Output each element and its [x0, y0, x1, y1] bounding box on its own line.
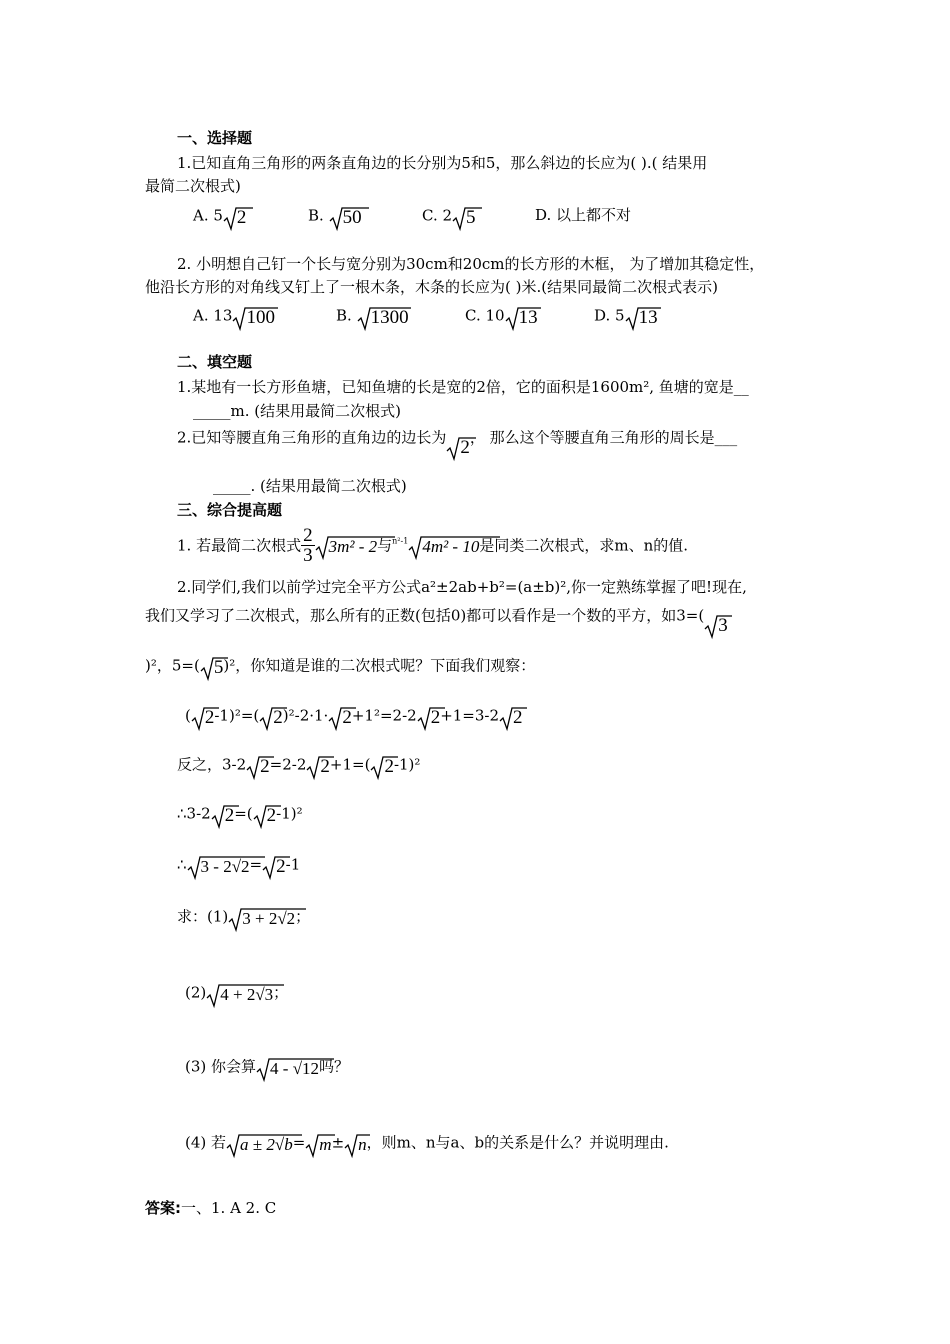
s1-q2-line2: 他沿长方形的对角线又钉上了一根木条，木条的长应为( )米.(结果同最简二次根式表示) [145, 278, 718, 296]
sqrt-symbol: 2 [259, 705, 283, 728]
sqrt-symbol: a ± 2√b [226, 1132, 293, 1155]
s1-q1-option-d: D. 以上都不对 [535, 206, 632, 224]
s1-q1-line2: 最简二次根式) [145, 177, 241, 195]
s1-q2-option-c: C. 10 13 [465, 305, 538, 335]
s3-observe-2: 反之，3-2 2=2-2 2+1=( 2-1)² [177, 755, 421, 777]
sqrt-symbol: 4 + 2√3 [206, 982, 273, 1005]
s3-ask-3: (3) 你会算 4 - √12吗？ [185, 1057, 350, 1078]
sqrt-symbol: 2 [328, 705, 352, 728]
s1-q1-option-a: A. 5 2 [193, 205, 246, 235]
s1-q1-option-c: C. 2 5 [422, 205, 476, 235]
sqrt-symbol: 2 [211, 803, 235, 826]
s1-q1-option-b: B. 50 [308, 205, 362, 235]
sqrt-symbol: 2 [223, 205, 247, 228]
sqrt-symbol: 3 - 2√2 [187, 854, 250, 877]
sqrt-symbol: 2 [253, 803, 277, 826]
s2-q1-line1: 1.某地有一长方形鱼塘，已知鱼塘的长是宽的2倍，它的面积是1600m², 鱼塘的宽是__ [177, 378, 749, 396]
s2-q2-line1: 2.已知等腰直角三角形的直角边的边长为 2， 那么这个等腰直角三角形的周长是___ [177, 428, 738, 458]
sqrt-symbol: 13 [625, 305, 658, 328]
sqrt-symbol: 2 [262, 854, 286, 877]
section3-title: 三、综合提高题 [177, 501, 283, 519]
sqrt-symbol: 2 [246, 754, 270, 777]
sqrt-symbol: 2 [499, 705, 523, 728]
section1-title: 一、选择题 [177, 129, 253, 147]
s1-q1-line1: 1.已知直角三角形的两条直角边的长分别为5和5，那么斜边的长应为( ).( 结果用 [177, 154, 708, 172]
s1-q2-line1: 2. 小明想自己钉一个长与宽分别为30cm和20cm的长方形的木框， 为了增加其稳定性， [177, 255, 765, 273]
sqrt-symbol: 3 [704, 613, 728, 636]
sqrt-symbol: n [344, 1132, 367, 1155]
sqrt-symbol: 2 [446, 435, 470, 458]
sqrt-symbol: m [305, 1132, 331, 1155]
s3-observe-1: ( 2-1)²=( 2)²-2·1· 2+1²=2-2 2+1=3-2 2 [185, 705, 523, 735]
sqrt-symbol: 50 [329, 205, 362, 228]
s3-q2-line3: )²，5=( 5)²，你知道是谁的二次根式呢？下面我们观察： [145, 656, 536, 678]
nth-root-symbol: 4m² - 10 [408, 534, 479, 557]
sqrt-symbol: 4 - √12 [256, 1056, 319, 1079]
s2-q2-line2: _____. (结果用最简二次根式) [213, 477, 407, 495]
sqrt-symbol: 5 [200, 655, 224, 678]
sqrt-symbol: 1300 [357, 305, 409, 328]
s3-q2-line2: 我们又学习了二次根式，那么所有的正数(包括0)都可以看作是一个数的平方，如3=( 3 [145, 605, 728, 635]
s1-q2-option-a: A. 13 100 [193, 305, 275, 335]
sqrt-symbol: 2 [191, 705, 215, 728]
sqrt-symbol: 100 [232, 305, 275, 328]
s3-ask-4: (4) 若 a ± 2√b= m± n，则m、n与a、b的关系是什么？并说明理由. [185, 1133, 669, 1154]
s3-observe-4: ∴ 3 - 2√2= 2-1 [177, 855, 301, 877]
s3-ask-1: 求：(1) 3 + 2√2； [177, 907, 311, 928]
sqrt-symbol: 2 [306, 754, 330, 777]
sqrt-symbol: 3m² - 2 [315, 534, 378, 557]
sqrt-symbol: 5 [452, 205, 476, 228]
sqrt-symbol: 13 [505, 305, 538, 328]
s2-q1-line2: _____m. (结果用最简二次根式) [193, 402, 401, 420]
s1-q2-option-d: D. 5 13 [594, 305, 658, 335]
fraction: $\frac{2}{3}$ [303, 525, 313, 566]
s3-q2-line1: 2.同学们,我们以前学过完全平方公式a²±2ab+b²=(a±b)²,你一定熟练掌握了吧!现在, [177, 578, 747, 596]
sqrt-symbol: 2 [417, 705, 441, 728]
s3-q1: 1. 若最简二次根式 $\frac{2}{3}$ 3m² - 2与$^{n^2-1}$ 4m² - 10是同类二次根式，求m、n的值. [177, 525, 689, 566]
s3-observe-3: ∴3-2 2=( 2-1)² [177, 804, 303, 826]
s3-ask-2: (2) 4 + 2√3； [185, 983, 289, 1004]
section2-title: 二、填空题 [177, 353, 253, 371]
sqrt-symbol: 3 + 2√2 [228, 906, 295, 929]
answer-line: 答案:一、1. A 2. C [145, 1199, 277, 1217]
s1-q2-option-b: B. 1300 [336, 306, 409, 328]
sqrt-symbol: 2 [370, 754, 394, 777]
